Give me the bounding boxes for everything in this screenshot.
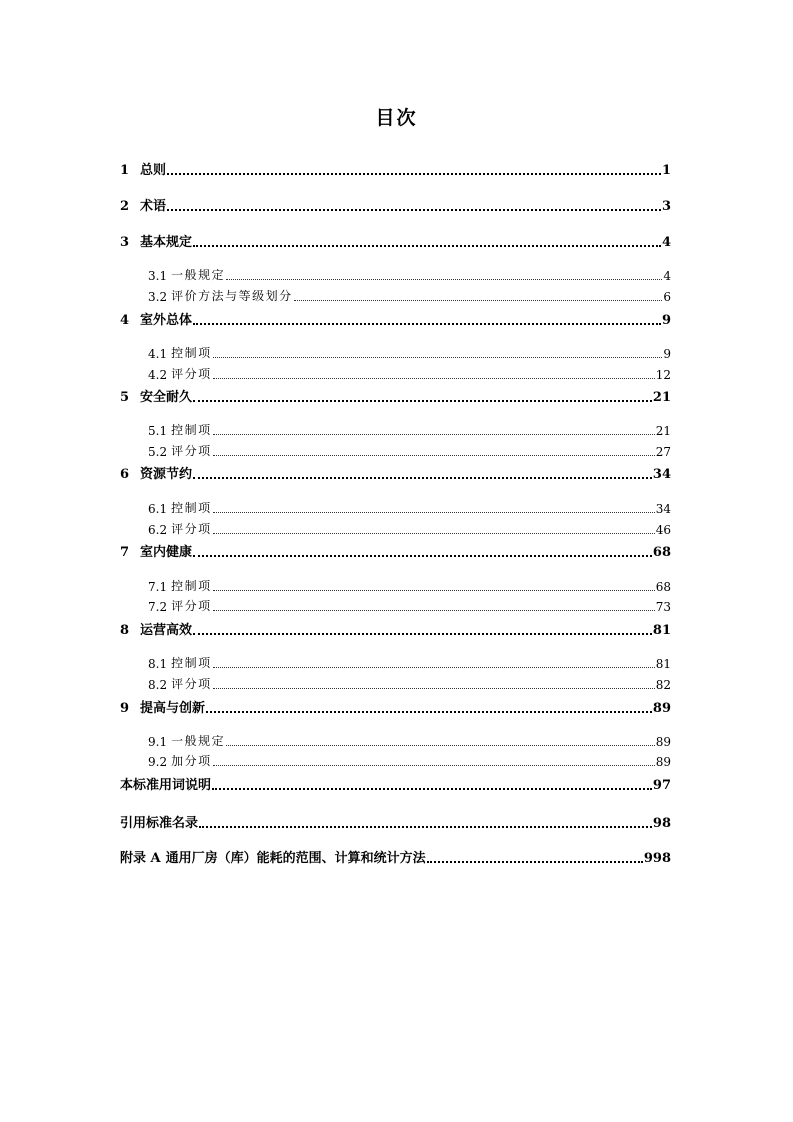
toc-entry[interactable]: [120, 464, 671, 482]
toc-label: 本标准用词说明: [120, 778, 212, 793]
toc-label: 引用标准名录: [120, 816, 199, 831]
toc-entry[interactable]: [120, 542, 671, 560]
toc-number: 4: [120, 313, 130, 328]
toc-page-number: 6: [663, 290, 671, 304]
toc-number: 4.1: [148, 347, 168, 361]
toc-number: 附录 A: [120, 851, 161, 866]
toc-label: 安全耐久: [140, 390, 193, 405]
toc-page-number: 81: [655, 657, 671, 671]
dot-leader: [213, 455, 655, 456]
toc-page-number: 82: [655, 678, 671, 692]
toc-number: 8.1: [148, 657, 168, 671]
toc-label: 评分项: [171, 444, 212, 458]
toc-number: 5.2: [148, 445, 168, 459]
toc-page-number: 998: [643, 851, 671, 866]
toc-label: 总则: [140, 163, 167, 178]
dot-leader: [226, 279, 662, 280]
toc-label: 提高与创新: [140, 701, 206, 716]
toc-page-number: 46: [655, 523, 671, 537]
toc-label: 评分项: [171, 677, 212, 691]
toc-page-number: 89: [655, 755, 671, 769]
toc-label: 术语: [140, 199, 167, 214]
toc-number: 6.1: [148, 502, 168, 516]
dot-leader: [213, 378, 655, 379]
toc-number: 8: [120, 623, 130, 638]
toc-page-number: 73: [655, 600, 671, 614]
toc-subentry[interactable]: [148, 521, 671, 537]
toc-subentry[interactable]: [148, 676, 671, 692]
toc-label: 控制项: [171, 346, 212, 360]
toc-subentry[interactable]: [148, 288, 671, 304]
toc-number: 4.2: [148, 368, 168, 382]
dot-leader: [213, 357, 663, 358]
dot-leader: [213, 590, 655, 591]
toc-entry[interactable]: [120, 196, 671, 214]
toc-label: 室外总体: [140, 313, 193, 328]
toc-label: 控制项: [171, 656, 212, 670]
dot-leader: [193, 477, 652, 479]
dot-leader: [167, 209, 661, 211]
toc-page-number: 34: [652, 467, 671, 482]
toc-number: 7: [120, 545, 130, 560]
toc-subentry[interactable]: [148, 655, 671, 671]
toc-number: 9: [120, 701, 130, 716]
toc-entry[interactable]: [120, 775, 671, 793]
toc-page-number: 34: [655, 502, 671, 516]
dot-leader: [193, 555, 652, 557]
toc-label: 评分项: [171, 367, 212, 381]
page-title: 目次: [375, 107, 418, 129]
toc-page-number: 68: [655, 580, 671, 594]
toc-subentry[interactable]: [148, 578, 671, 594]
dot-leader: [212, 788, 652, 790]
toc-subentry[interactable]: [148, 267, 671, 283]
toc-number: 1: [120, 163, 130, 178]
toc-entry[interactable]: [120, 620, 671, 638]
dot-leader: [193, 633, 652, 635]
toc-entry[interactable]: [120, 813, 671, 831]
toc-label: 基本规定: [140, 235, 193, 250]
toc-label: 资源节约: [140, 467, 193, 482]
dot-leader: [193, 400, 652, 402]
toc-label: 一般规定: [171, 734, 226, 748]
toc-subentry[interactable]: [148, 345, 671, 361]
toc-entry[interactable]: [120, 698, 671, 716]
toc-number: 3.1: [148, 269, 168, 283]
toc-subentry[interactable]: [148, 366, 671, 382]
toc-number: 9.1: [148, 735, 168, 749]
dot-leader: [193, 323, 661, 325]
toc-page-number: 9: [661, 313, 671, 328]
toc-page-number: 97: [652, 778, 671, 793]
dot-leader: [213, 667, 655, 668]
toc-entry[interactable]: [120, 310, 671, 328]
toc-label: 运营高效: [140, 623, 193, 638]
dot-leader: [213, 512, 655, 513]
toc-number: 6: [120, 467, 130, 482]
toc-label: 控制项: [171, 423, 212, 437]
toc-entry[interactable]: [120, 232, 671, 250]
toc-subentry[interactable]: [148, 443, 671, 459]
toc-page-number: 21: [655, 424, 671, 438]
dot-leader: [213, 765, 655, 766]
toc-label: 室内健康: [140, 545, 193, 560]
toc-number: 5: [120, 390, 130, 405]
toc-page-number: 3: [661, 199, 671, 214]
toc-label: 一般规定: [171, 268, 226, 282]
toc-entry[interactable]: [120, 160, 671, 178]
toc-subentry[interactable]: [148, 500, 671, 516]
toc-page-number: 9: [663, 347, 671, 361]
toc-page-number: 4: [663, 269, 671, 283]
toc-page-number: 81: [652, 623, 671, 638]
toc-page-number: 27: [655, 445, 671, 459]
toc-page-number: 4: [661, 235, 671, 250]
dot-leader: [213, 688, 655, 689]
toc-subentry[interactable]: [148, 753, 671, 769]
toc-page-number: 89: [655, 735, 671, 749]
dot-leader: [213, 533, 655, 534]
toc-subentry[interactable]: [148, 598, 671, 614]
toc-subentry[interactable]: [148, 422, 671, 438]
toc-label: 加分项: [171, 754, 212, 768]
toc-label: 控制项: [171, 501, 212, 515]
toc-page-number: 12: [655, 368, 671, 382]
toc-label: 评分项: [171, 522, 212, 536]
dot-leader: [199, 826, 652, 828]
toc-label: 评分项: [171, 599, 212, 613]
toc-number: 7.1: [148, 580, 168, 594]
toc-label: 评价方法与等级划分: [171, 289, 293, 303]
toc-entry[interactable]: [120, 848, 671, 866]
toc-label: 控制项: [171, 579, 212, 593]
toc-number: 3.2: [148, 290, 168, 304]
toc-page-number: 68: [652, 545, 671, 560]
toc-page-number: 21: [652, 390, 671, 405]
dot-leader: [167, 173, 661, 175]
toc-number: 5.1: [148, 424, 168, 438]
dot-leader: [206, 711, 652, 713]
toc-number: 9.2: [148, 755, 168, 769]
toc-label: 通用厂房（库）能耗的范围、计算和统计方法: [165, 851, 426, 866]
dot-leader: [213, 434, 655, 435]
toc-number: 3: [120, 235, 130, 250]
dot-leader: [193, 245, 661, 247]
toc-page-number: 1: [661, 163, 671, 178]
dot-leader: [213, 610, 655, 611]
toc-page-number: 89: [652, 701, 671, 716]
toc-page-number: 98: [652, 816, 671, 831]
toc-number: 8.2: [148, 678, 168, 692]
toc-number: 6.2: [148, 523, 168, 537]
toc-subentry[interactable]: [148, 733, 671, 749]
toc-number: 7.2: [148, 600, 168, 614]
toc-entry[interactable]: [120, 387, 671, 405]
toc-number: 2: [120, 199, 130, 214]
dot-leader: [294, 300, 663, 301]
dot-leader: [427, 861, 643, 863]
dot-leader: [226, 745, 655, 746]
